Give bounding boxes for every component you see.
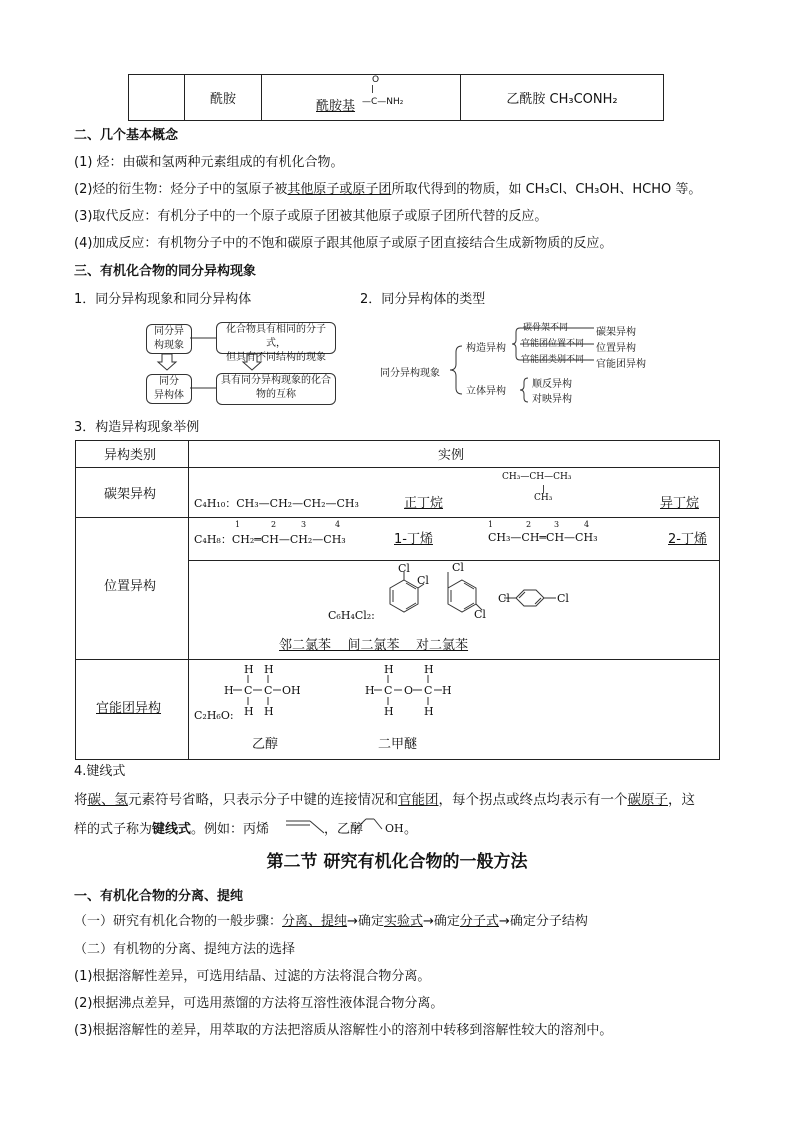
p1-u3: 碳原子 (627, 792, 668, 808)
p2-b: 。例如：丙烯 (191, 822, 270, 837)
step2: 实验式 (383, 914, 423, 929)
amide-example-cell (461, 75, 664, 121)
dme-name: 二甲醚 (378, 737, 418, 752)
skeletal-formula-para2 (74, 818, 269, 837)
concept-2-post: 所取代得到的物质，如 CH₃Cl、CH₃OH、HCHO 等。 (391, 182, 702, 197)
step3-pre: 确定 (433, 914, 460, 929)
p1-d: ，这 (668, 792, 695, 808)
row2-num1b: 1 (488, 520, 494, 529)
dme-h5: H (384, 705, 394, 718)
row2-name2: 2-丁烯 (668, 532, 707, 547)
row2-num3: 3 (301, 520, 307, 529)
dme-c1: C (384, 684, 393, 697)
arrow-1: → (347, 914, 358, 929)
cl-meta-2: Cl (474, 608, 486, 621)
diag1-box-isomer: 同分 异构体 (146, 374, 192, 404)
diag1-box-definition: 化合物具有相同的分子式， 但具有不同结构的现象 (216, 322, 336, 354)
steps-pre: （一）研究有机化合物的一般步骤： (74, 914, 283, 929)
p2-bold: 键线式 (152, 822, 192, 837)
ethanol-bonds (216, 661, 296, 721)
skeletal-formula-para1 (74, 788, 695, 808)
diag2-label-class: 官能团类别不同 (521, 355, 585, 365)
diag2-label-position: 官能团位置不同 (521, 339, 585, 349)
header-example: 实例 (438, 448, 465, 463)
amide-table (128, 74, 664, 121)
section3-title: 三、有机化合物的同分异构现象 (74, 264, 257, 279)
row2-num2: 2 (271, 520, 277, 529)
dme-c2: C (424, 684, 433, 697)
diag2-result-position: 位置异构 (596, 343, 636, 354)
etoh-h3: H (224, 684, 234, 697)
concept-3-text: (3)取代反应：有机分子中的一个原子或原子团被其他原子或原子团所代替的反应。 (74, 209, 548, 224)
dme-h3: H (365, 684, 375, 697)
amide-group-formula: —C—NH₂ (362, 97, 404, 107)
row1-category: 碳架异构 (104, 487, 157, 502)
step2-pre: 确定 (357, 914, 384, 929)
amide-name-cell (185, 75, 262, 121)
cl-para-1: Cl (498, 592, 510, 605)
concept-4 (74, 232, 612, 251)
etoh-h1: H (244, 663, 254, 676)
method-2: (2)根据沸点差异，可选用蒸馏的方法将互溶性液体混合物分离。 (74, 996, 444, 1011)
step1: 分离、提纯 (282, 914, 348, 929)
diag2-root: 同分异构现象 (380, 368, 440, 379)
chapter-s2: （二）有机物的分离、提纯方法的选择 (74, 942, 296, 957)
row1-branch-bottom: CH₃ (534, 493, 553, 503)
diag2-enantiomer: 对映异构 (532, 394, 572, 405)
etoh-c2: C (264, 684, 273, 697)
etoh-h4: H (244, 705, 254, 718)
dme-bonds (356, 661, 456, 721)
chapter-s1: 一、有机化合物的分离、提纯 (74, 889, 244, 904)
cl-ortho-1: Cl (398, 562, 410, 575)
diag2-result-class: 官能团异构 (596, 359, 646, 370)
dme-o: O (404, 684, 414, 697)
section2-title: 二、几个基本概念 (74, 128, 179, 143)
row1-formula: C₄H₁₀：CH₃—CH₂—CH₂—CH₃ (194, 497, 359, 510)
diag2-structural: 构造异构 (466, 343, 506, 354)
etoh-name: 乙醇 (252, 737, 279, 752)
row3-category: 官能团异构 (96, 701, 162, 716)
arrow-2: → (422, 914, 434, 929)
amide-group-cell (262, 75, 461, 121)
step3: 分子式 (459, 914, 499, 929)
amide-name: 酰胺 (209, 92, 236, 107)
row2-name1: 1-丁烯 (394, 532, 433, 547)
double-bond-mark (372, 85, 374, 93)
diag1-box-isomer-def: 具有同分异构现象的化合 物的互称 (216, 373, 336, 405)
diag2-stereo: 立体异构 (466, 386, 506, 397)
concept-2-underline: 其他原子或原子团 (287, 182, 392, 197)
concept-1 (74, 151, 344, 170)
p2-end: 。 (404, 822, 418, 837)
method-1: (1)根据溶解性差异，可选用结晶、过滤的方法将混合物分离。 (74, 969, 431, 984)
etoh-c1: C (244, 684, 253, 697)
p2-c: ，乙醇 (324, 822, 364, 837)
method-3: (3)根据溶解性的差异，用萃取的方法把溶质从溶解性小的溶剂中转移到溶解性较大的溶剂中。 (74, 1023, 613, 1038)
row2-category: 位置异构 (104, 579, 157, 594)
row2-formula1: C₄H₈：CH₂═CH—CH₂—CH₃ (194, 533, 346, 546)
dcb-names: 邻二氯苯 间二氯苯 对二氯苯 (279, 638, 469, 653)
diag2-braces (440, 318, 600, 408)
row2-num4: 4 (335, 520, 341, 529)
etoh-oh: OH (282, 684, 301, 697)
row2-formula2: CH₃—CH═CH—CH₃ (488, 531, 598, 544)
dme-h6: H (424, 705, 434, 718)
p1-b: 元素符号省略，只表示分子中键的连接情况和 (128, 792, 398, 808)
carbonyl-o: O (372, 75, 380, 85)
row2-num2b: 2 (526, 520, 532, 529)
sub2-title: 2．同分异构体的类型 (360, 292, 486, 307)
p1-a: 将 (74, 792, 88, 808)
table-rule-2 (76, 517, 719, 518)
concept-2 (74, 178, 701, 197)
table-vdivider (188, 441, 189, 759)
cl-para-2: Cl (557, 592, 569, 605)
diag1-connectors (140, 318, 340, 408)
row1-branch-top: CH₃—CH—CH₃ (502, 472, 572, 482)
sub1-title: 1．同分异构现象和同分异构体 (74, 292, 252, 307)
p1-u1: 碳、氢 (87, 792, 128, 808)
concept-2-pre: (2)烃的衍生物：烃分子中的氢原子被 (74, 182, 288, 197)
amide-group-name: 酰胺基 (316, 99, 356, 114)
etoh-h2: H (264, 663, 274, 676)
isomer-table (75, 440, 720, 760)
amide-table-empty-cell (129, 75, 185, 121)
row3-formula: C₂H₆O: (194, 709, 234, 722)
row2-num1: 1 (235, 520, 241, 529)
table-rule-1 (76, 467, 719, 468)
arrow-3: → (498, 914, 510, 929)
dme-h4: H (442, 684, 452, 697)
row1-branch-bond (543, 485, 544, 493)
diag2-result-skeleton: 碳架异构 (596, 327, 636, 338)
row2-num4b: 4 (584, 520, 590, 529)
concept-4-text: (4)加成反应：有机物分子中的不饱和碳原子跟其他原子或原子团直接结合生成新物质的反应。 (74, 236, 613, 251)
concept-3 (74, 205, 547, 224)
header-category: 异构类别 (104, 448, 157, 463)
research-steps (74, 910, 588, 929)
cl-ortho-2: Cl (417, 574, 429, 587)
p2-oh: OH (385, 822, 404, 835)
dme-h1: H (384, 663, 394, 676)
diag2-label-skeleton: 碳骨架不同 (523, 323, 569, 333)
p1-c: ，每个拐点或终点均表示有一个 (438, 792, 628, 808)
cl-meta-1: Cl (452, 561, 464, 574)
etoh-h5: H (264, 705, 274, 718)
diag2-cis-trans: 顺反异构 (532, 379, 572, 390)
amide-example: 乙酰胺 CH₃CONH₂ (506, 92, 618, 107)
row1-name1: 正丁烷 (404, 496, 444, 511)
chapter-title: 第二节 研究有机化合物的一般方法 (266, 852, 528, 872)
row2-num3b: 3 (554, 520, 560, 529)
p2-a: 样的式子称为 (74, 822, 153, 837)
table-rule-4 (76, 659, 719, 660)
dcb-formula: C₆H₄Cl₂: (328, 609, 375, 622)
section4-title: 4.键线式 (74, 764, 126, 779)
row1-name2: 异丁烷 (660, 496, 700, 511)
p1-u2: 官能团 (398, 792, 439, 808)
concept-1-text: (1) 烃：由碳和氢两种元素组成的有机化合物。 (74, 155, 344, 170)
step4: 确定分子结构 (509, 914, 588, 929)
sub3-title: 3．构造异构现象举例 (74, 420, 200, 435)
diag1-box-phenomenon: 同分异 构现象 (146, 324, 192, 354)
dme-h2: H (424, 663, 434, 676)
